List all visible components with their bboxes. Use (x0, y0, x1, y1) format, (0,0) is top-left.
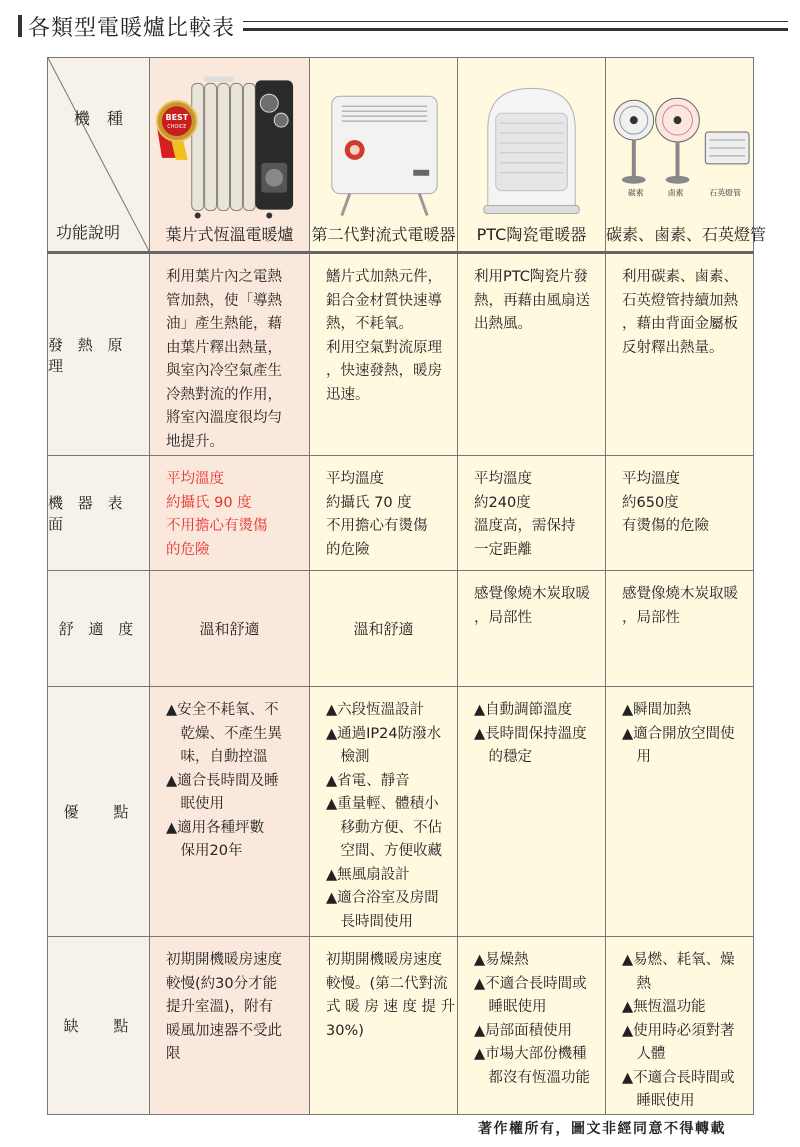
cell-line: ▲易燃、耗氧、燥 (622, 952, 735, 968)
caption-quartz: 石英燈管 (709, 188, 742, 198)
cell-line: 約攝氏 70 度 (326, 494, 412, 511)
cell-line: 約攝氏 90 度 (166, 494, 252, 511)
cell-text (458, 571, 605, 630)
cell-line: 石英燈管持續加熱 (622, 292, 738, 309)
cell-line: 鰭片式加熱元件， (326, 269, 442, 285)
row-label: 舒 適 度 (58, 620, 139, 638)
cell-line: 利用碳素、鹵素、 (622, 269, 738, 285)
cell-line: 保用20年 (166, 843, 243, 859)
cell-line: ▲省電、靜音 (326, 772, 410, 789)
header-oil-heater (150, 58, 310, 253)
cell-line: 的危險 (326, 541, 370, 558)
cell-line: 利用PTC陶瓷片發 (474, 269, 588, 285)
cell-line: 初期開機暖房速度 (326, 952, 442, 968)
cell-text (310, 687, 457, 934)
cell-line: 乾燥、不產生異 (166, 725, 282, 742)
cell-line: ▲適合浴室及房間 (326, 890, 439, 906)
header-lamp-heaters (606, 58, 767, 253)
cell-line: ▲重量輕、體積小 (326, 796, 439, 812)
header-convection-heater (310, 58, 458, 253)
cell-line: 由葉片釋出熱量， (166, 339, 282, 356)
cell-line: 利用空氣對流原理 (326, 339, 442, 356)
row-surface-temperature (48, 456, 754, 571)
cell-line: 將室內溫度很均勻 (166, 410, 282, 426)
row-advantages (48, 687, 754, 937)
page-title: 各類型電暖爐比較表 (28, 15, 236, 41)
row-disadvantages (48, 937, 754, 1115)
cell-line: 味，自動控溫 (166, 749, 268, 765)
title-rule (243, 21, 788, 31)
cell-text (150, 937, 309, 1067)
row-heating-principle (48, 253, 754, 456)
cell-line: 式 暖 房 速 度 提 升 (326, 999, 456, 1015)
cell-line: 平均溫度 (622, 471, 680, 487)
cell-line: 睡眠使用 (474, 999, 547, 1015)
row-label: 機 器 表 面 (48, 494, 128, 533)
cell-line: 平均溫度 (166, 471, 224, 487)
cell-text (310, 254, 457, 407)
header-row (48, 58, 754, 253)
ptc-heater-image (458, 58, 605, 223)
cell-line: 30%) (326, 1022, 364, 1039)
cell-text (150, 456, 309, 562)
cell-text (310, 937, 457, 1043)
col-name-lamp-heaters: 碳素、鹵素、石英燈管 (606, 225, 767, 244)
cell-line: ▲通過IP24防潑水 (326, 725, 442, 742)
cell-line: 提升室溫)，附有 (166, 999, 274, 1015)
cell-line: 熱 (622, 975, 651, 992)
cell-line: 與室內冷空氣產生 (166, 363, 282, 379)
title-bar (18, 8, 788, 44)
cell-line: ▲易燥熱 (474, 952, 529, 968)
cell-line: 熱，不耗氧。 (326, 316, 413, 332)
cell-line: 不用擔心有燙傷 (166, 518, 268, 534)
comparison-table (47, 57, 767, 1115)
cell-line: 約240度 (474, 494, 531, 511)
cell-line: ，藉由背面金屬板 (622, 316, 738, 332)
cell-line: ▲使用時必須對著 (622, 1022, 735, 1039)
cell-text (458, 687, 605, 770)
cell-line: ▲六段恆溫設計 (326, 702, 425, 718)
header-ptc-heater (458, 58, 606, 253)
row-label: 缺 點 (63, 1016, 134, 1035)
cell-line: 初期開機暖房速度 (166, 952, 282, 968)
cell-text (606, 254, 753, 360)
cell-line: 利用葉片內之電熱 (166, 269, 282, 285)
col-name-oil-heater: 葉片式恆溫電暖爐 (165, 225, 294, 244)
cell-line: 有燙傷的危險 (622, 518, 709, 534)
cell-line: 鋁合金材質快速導 (326, 292, 442, 309)
cell-line: 的穩定 (474, 749, 532, 765)
cell-line: ▲適合開放空間使 (622, 725, 735, 742)
cell-text (606, 456, 753, 539)
cell-text: 溫和舒適 (199, 620, 260, 638)
cell-line: 一定距離 (474, 541, 532, 558)
cell-text (458, 937, 605, 1090)
cell-line: 較慢(約30分才能 (166, 975, 278, 992)
header-corner-cell (48, 58, 150, 253)
cell-line: 長時間使用 (326, 913, 413, 930)
cell-line: 眠使用 (166, 796, 224, 812)
col-name-convection-heater: 第二代對流式電暖器 (311, 225, 456, 244)
cell-text (606, 687, 753, 770)
cell-line: ▲安全不耗氧、不 (166, 702, 279, 718)
cell-line: 限 (166, 1046, 181, 1062)
model-label: 機 種 (73, 109, 129, 128)
lamp-heaters-image (606, 58, 753, 223)
cell-line: ▲局部面積使用 (474, 1022, 573, 1039)
cell-line: 的危險 (166, 541, 210, 558)
cell-line: 檢測 (326, 749, 370, 765)
caption-carbon: 碳素 (627, 188, 644, 198)
function-label: 功能說明 (56, 223, 121, 242)
cell-text (606, 571, 753, 630)
col-name-ptc-heater: PTC陶瓷電暖器 (476, 225, 587, 244)
cell-line: 出熱風。 (474, 316, 532, 332)
cell-line: ▲市場大部份機種 (474, 1046, 587, 1062)
cell-line: ▲無恆溫功能 (622, 999, 706, 1015)
convection-heater-image (310, 58, 457, 223)
cell-line: 不用擔心有燙傷 (326, 518, 428, 534)
cell-line: ▲無風扇設計 (326, 866, 410, 883)
cell-line: 平均溫度 (474, 471, 532, 487)
copyright-notice: 著作權所有，圖文非經同意不得轉載 (478, 1121, 726, 1137)
oil-heater-image (150, 58, 309, 223)
cell-line: ，局部性 (474, 609, 532, 626)
cell-line: ▲自動調節溫度 (474, 702, 573, 718)
cell-line: 熱，再藉由風扇送 (474, 292, 590, 309)
cell-text (310, 456, 457, 562)
cell-text (150, 687, 309, 864)
cell-line: 管加熱，使「導熱 (166, 292, 282, 309)
cell-line: 移動方便、不佔 (326, 819, 442, 836)
row-label: 發 熱 原 理 (48, 335, 128, 375)
cell-line: ▲長時間保持溫度 (474, 725, 587, 742)
cell-line: 都沒有恆溫功能 (474, 1069, 590, 1086)
cell-line: 約650度 (622, 494, 679, 511)
cell-line: ，快速發熱，暖房 (326, 363, 442, 379)
cell-line: 油」產生熱能，藉 (166, 316, 282, 332)
svg-text:BEST: BEST (165, 113, 189, 123)
cell-text: 溫和舒適 (353, 620, 414, 638)
cell-line: 感覺像燒木炭取暖 (474, 586, 590, 602)
cell-text (606, 937, 753, 1114)
cell-line: ▲不適合長時間或 (622, 1069, 735, 1086)
cell-line: ▲適合長時間及睡 (166, 772, 279, 789)
cell-line: ▲瞬間加熱 (622, 702, 692, 718)
cell-line: 反射釋出熱量。 (622, 339, 724, 356)
cell-line: 平均溫度 (326, 471, 384, 487)
caption-halogen: 鹵素 (667, 188, 684, 198)
cell-line: 暖風加速器不受此 (166, 1022, 282, 1039)
cell-line: 迅速。 (326, 386, 370, 403)
svg-text:CHOICE: CHOICE (167, 124, 187, 131)
cell-text (458, 456, 605, 562)
cell-line: 用 (622, 749, 651, 765)
cell-line: 睡眠使用 (622, 1093, 695, 1109)
cell-line: 感覺像燒木炭取暖 (622, 586, 738, 602)
cell-line: 溫度高，需保持 (474, 518, 576, 534)
cell-line: 人體 (622, 1046, 666, 1062)
cell-line: ▲適用各種坪數 (166, 819, 265, 836)
cell-text (458, 254, 605, 337)
cell-line: 空間、方便收藏 (326, 843, 442, 859)
cell-line: ，局部性 (622, 609, 680, 626)
cell-line: 冷熱對流的作用， (166, 386, 282, 403)
cell-line: 地提升。 (166, 433, 224, 450)
row-label: 優 點 (63, 803, 134, 821)
title-marker (18, 15, 22, 37)
cell-line: ▲不適合長時間或 (474, 975, 587, 992)
cell-text (150, 254, 309, 454)
cell-line: 較慢。(第二代對流 (326, 975, 448, 992)
row-comfort (48, 571, 754, 687)
